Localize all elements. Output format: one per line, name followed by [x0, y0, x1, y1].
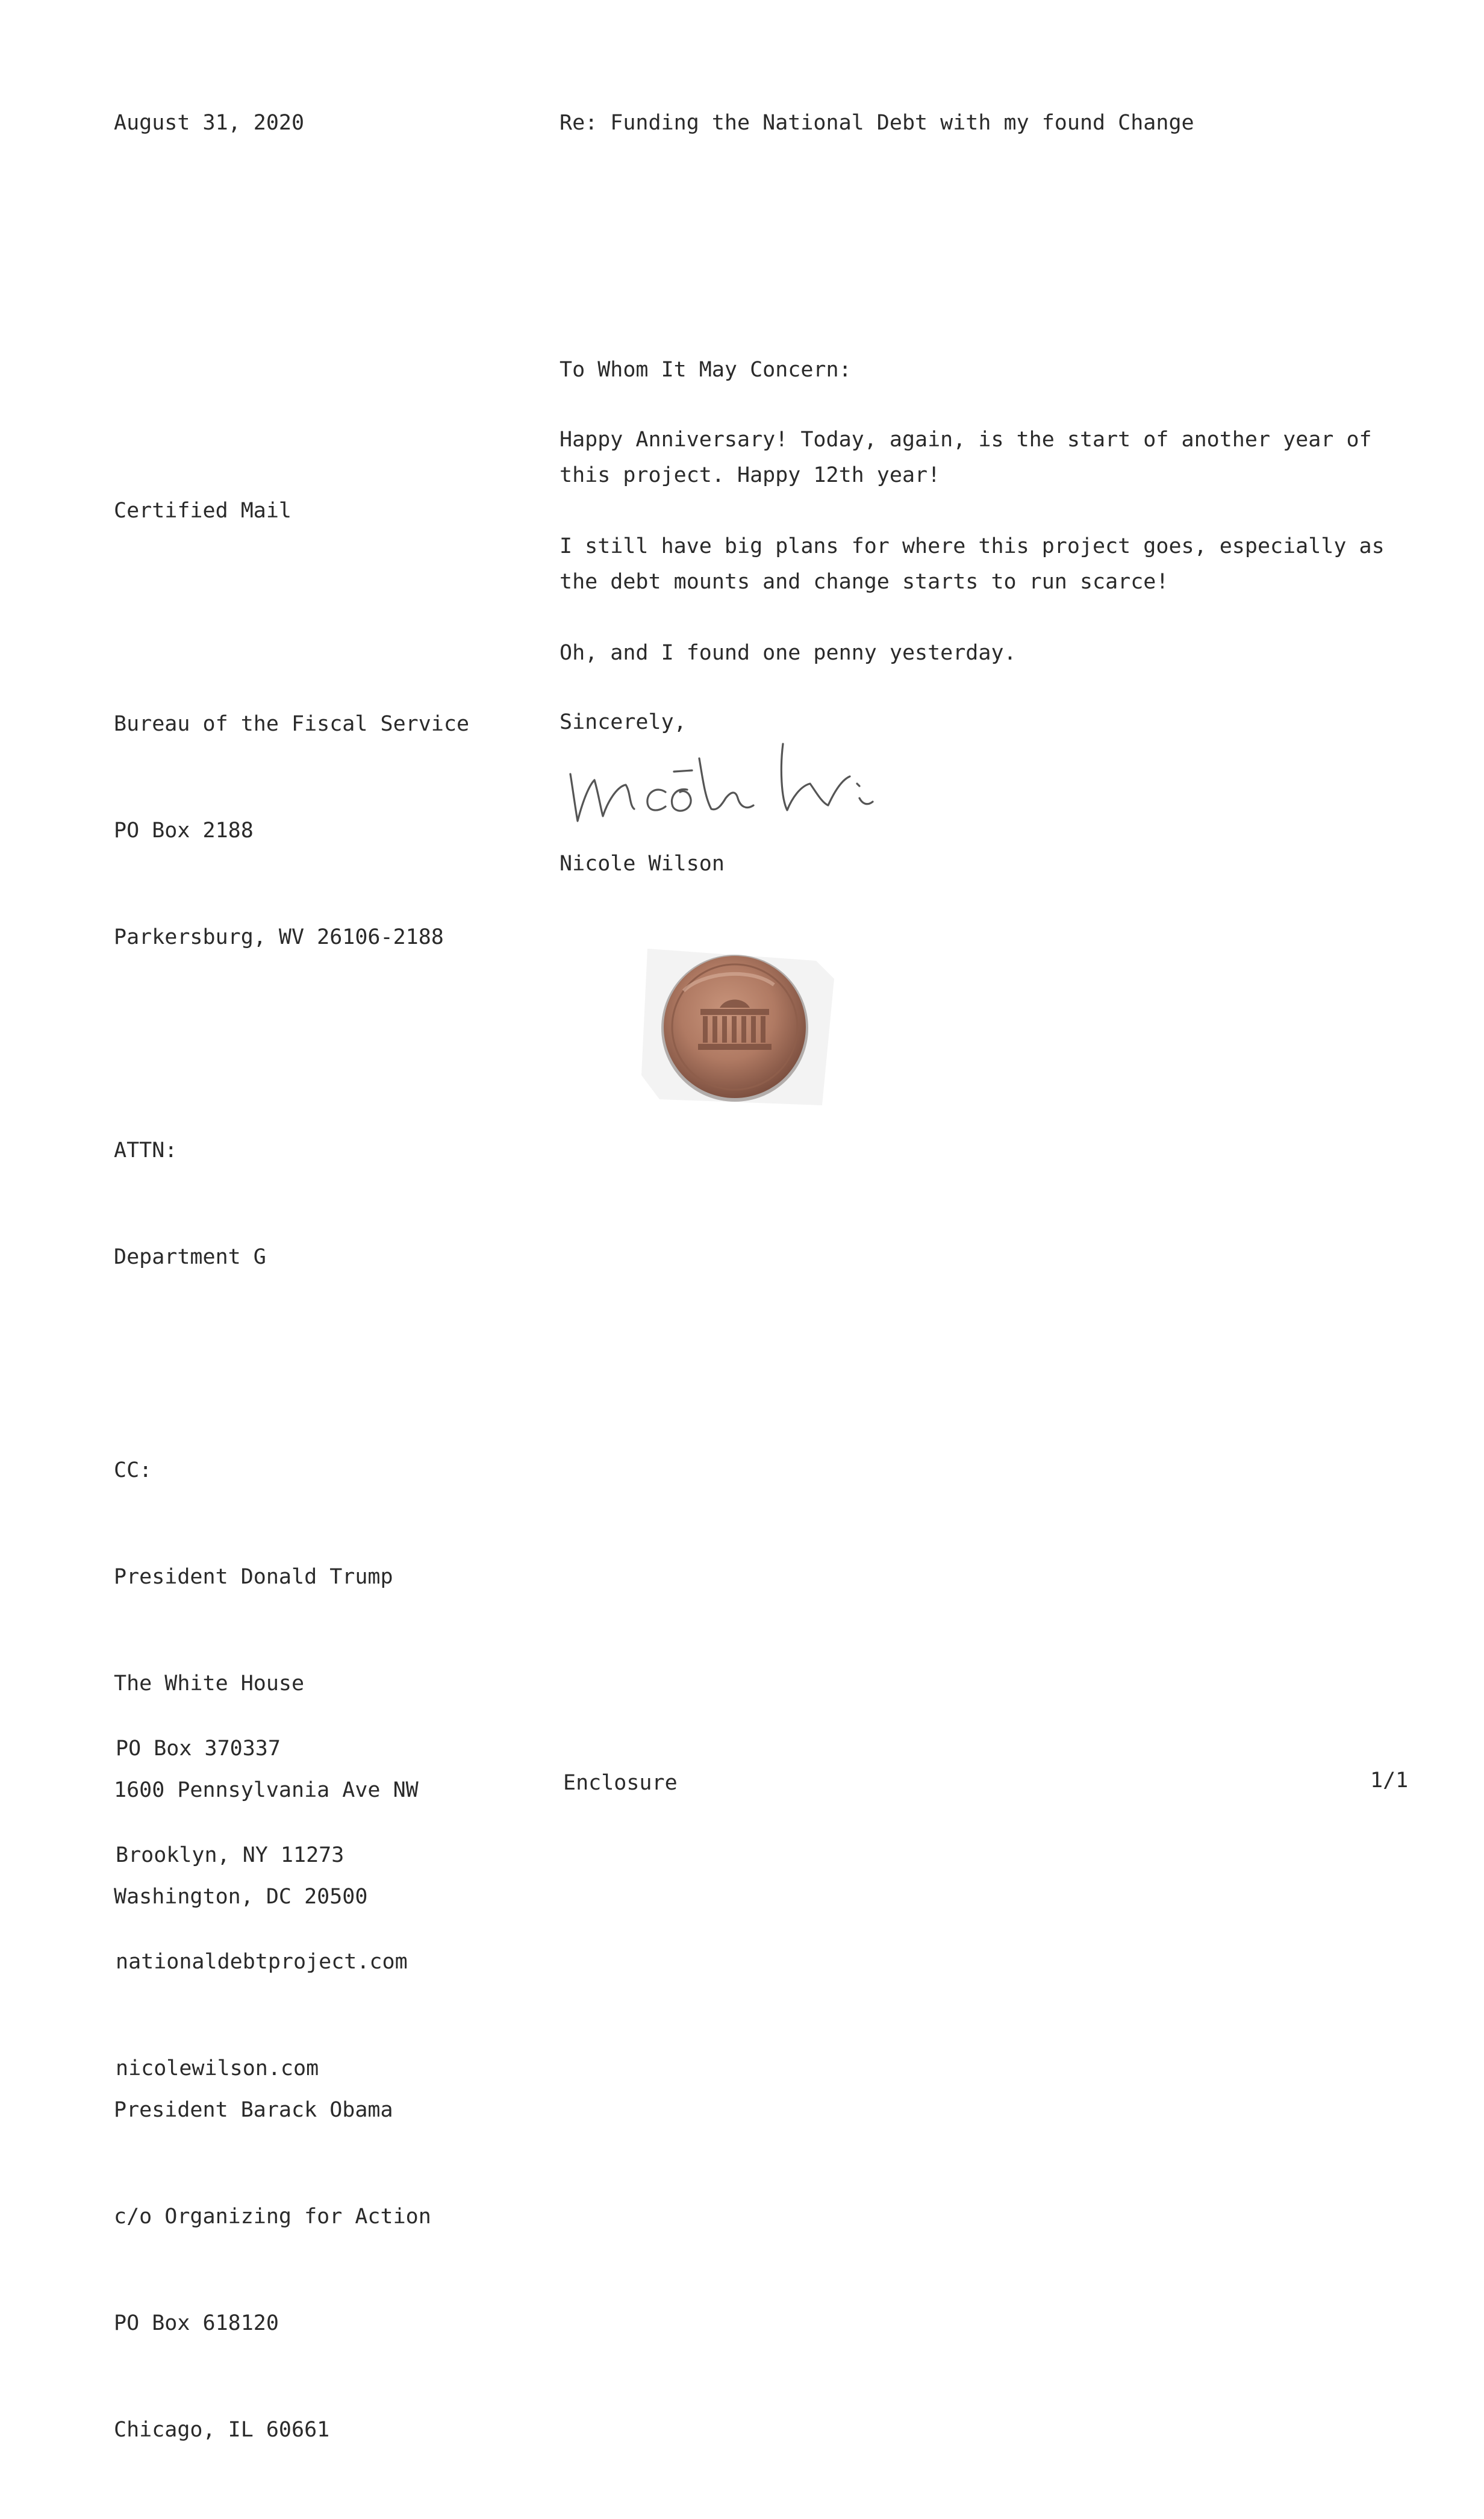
recipient-po-box: PO Box 2188 [114, 819, 254, 843]
cc-name: President Donald Trump [114, 1565, 393, 1589]
page-number: 1/1 [1370, 1768, 1409, 1793]
attn-department: Department G [114, 1245, 266, 1269]
cc-name: President Barack Obama [114, 2098, 393, 2122]
cc-organization: The White House [114, 1672, 305, 1696]
body-paragraph: I still have big plans for where this project goes, especially as the debt mounts and change starts to run scarce! [560, 534, 1385, 594]
cc-po-box: PO Box 618120 [114, 2311, 279, 2335]
signer-name: Nicole Wilson [560, 852, 725, 876]
delivery-method: Certified Mail [114, 499, 292, 523]
cc-street: 1600 Pennsylvania Ave NW [114, 1778, 419, 1802]
recipient-city: Parkersburg, WV 26106-2188 [114, 925, 444, 949]
penny-coin-image [635, 937, 840, 1117]
return-address [116, 1660, 408, 2158]
personal-website: nicolewilson.com [116, 2056, 319, 2080]
attn-label: ATTN: [114, 1138, 178, 1163]
cc-organization: c/o Organizing for Action [114, 2205, 431, 2229]
body-paragraph: Happy Anniversary! Today, again, is the start of another year of this project. Happy 12th year! [560, 428, 1372, 487]
enclosure-note: Enclosure [563, 1771, 678, 1795]
cc-city: Chicago, IL 60661 [114, 2418, 330, 2442]
return-po-box: PO Box 370337 [116, 1737, 281, 1761]
letter-date: August 31, 2020 [114, 111, 305, 135]
cc-city: Washington, DC 20500 [114, 1885, 368, 1909]
closing: Sincerely, [560, 710, 687, 734]
body-paragraph: Oh, and I found one penny yesterday. [560, 641, 1017, 665]
project-website: nationaldebtproject.com [116, 1950, 408, 1974]
letter-body [560, 422, 1397, 707]
address-column [114, 422, 469, 2519]
recipient-name: Bureau of the Fiscal Service [114, 712, 470, 736]
return-city: Brooklyn, NY 11273 [116, 1843, 344, 1867]
salutation: To Whom It May Concern: [560, 358, 852, 382]
handwritten-signature [563, 732, 888, 834]
cc-label: CC: [114, 1458, 152, 1482]
subject-line: Re: Funding the National Debt with my found Change [560, 111, 1194, 135]
